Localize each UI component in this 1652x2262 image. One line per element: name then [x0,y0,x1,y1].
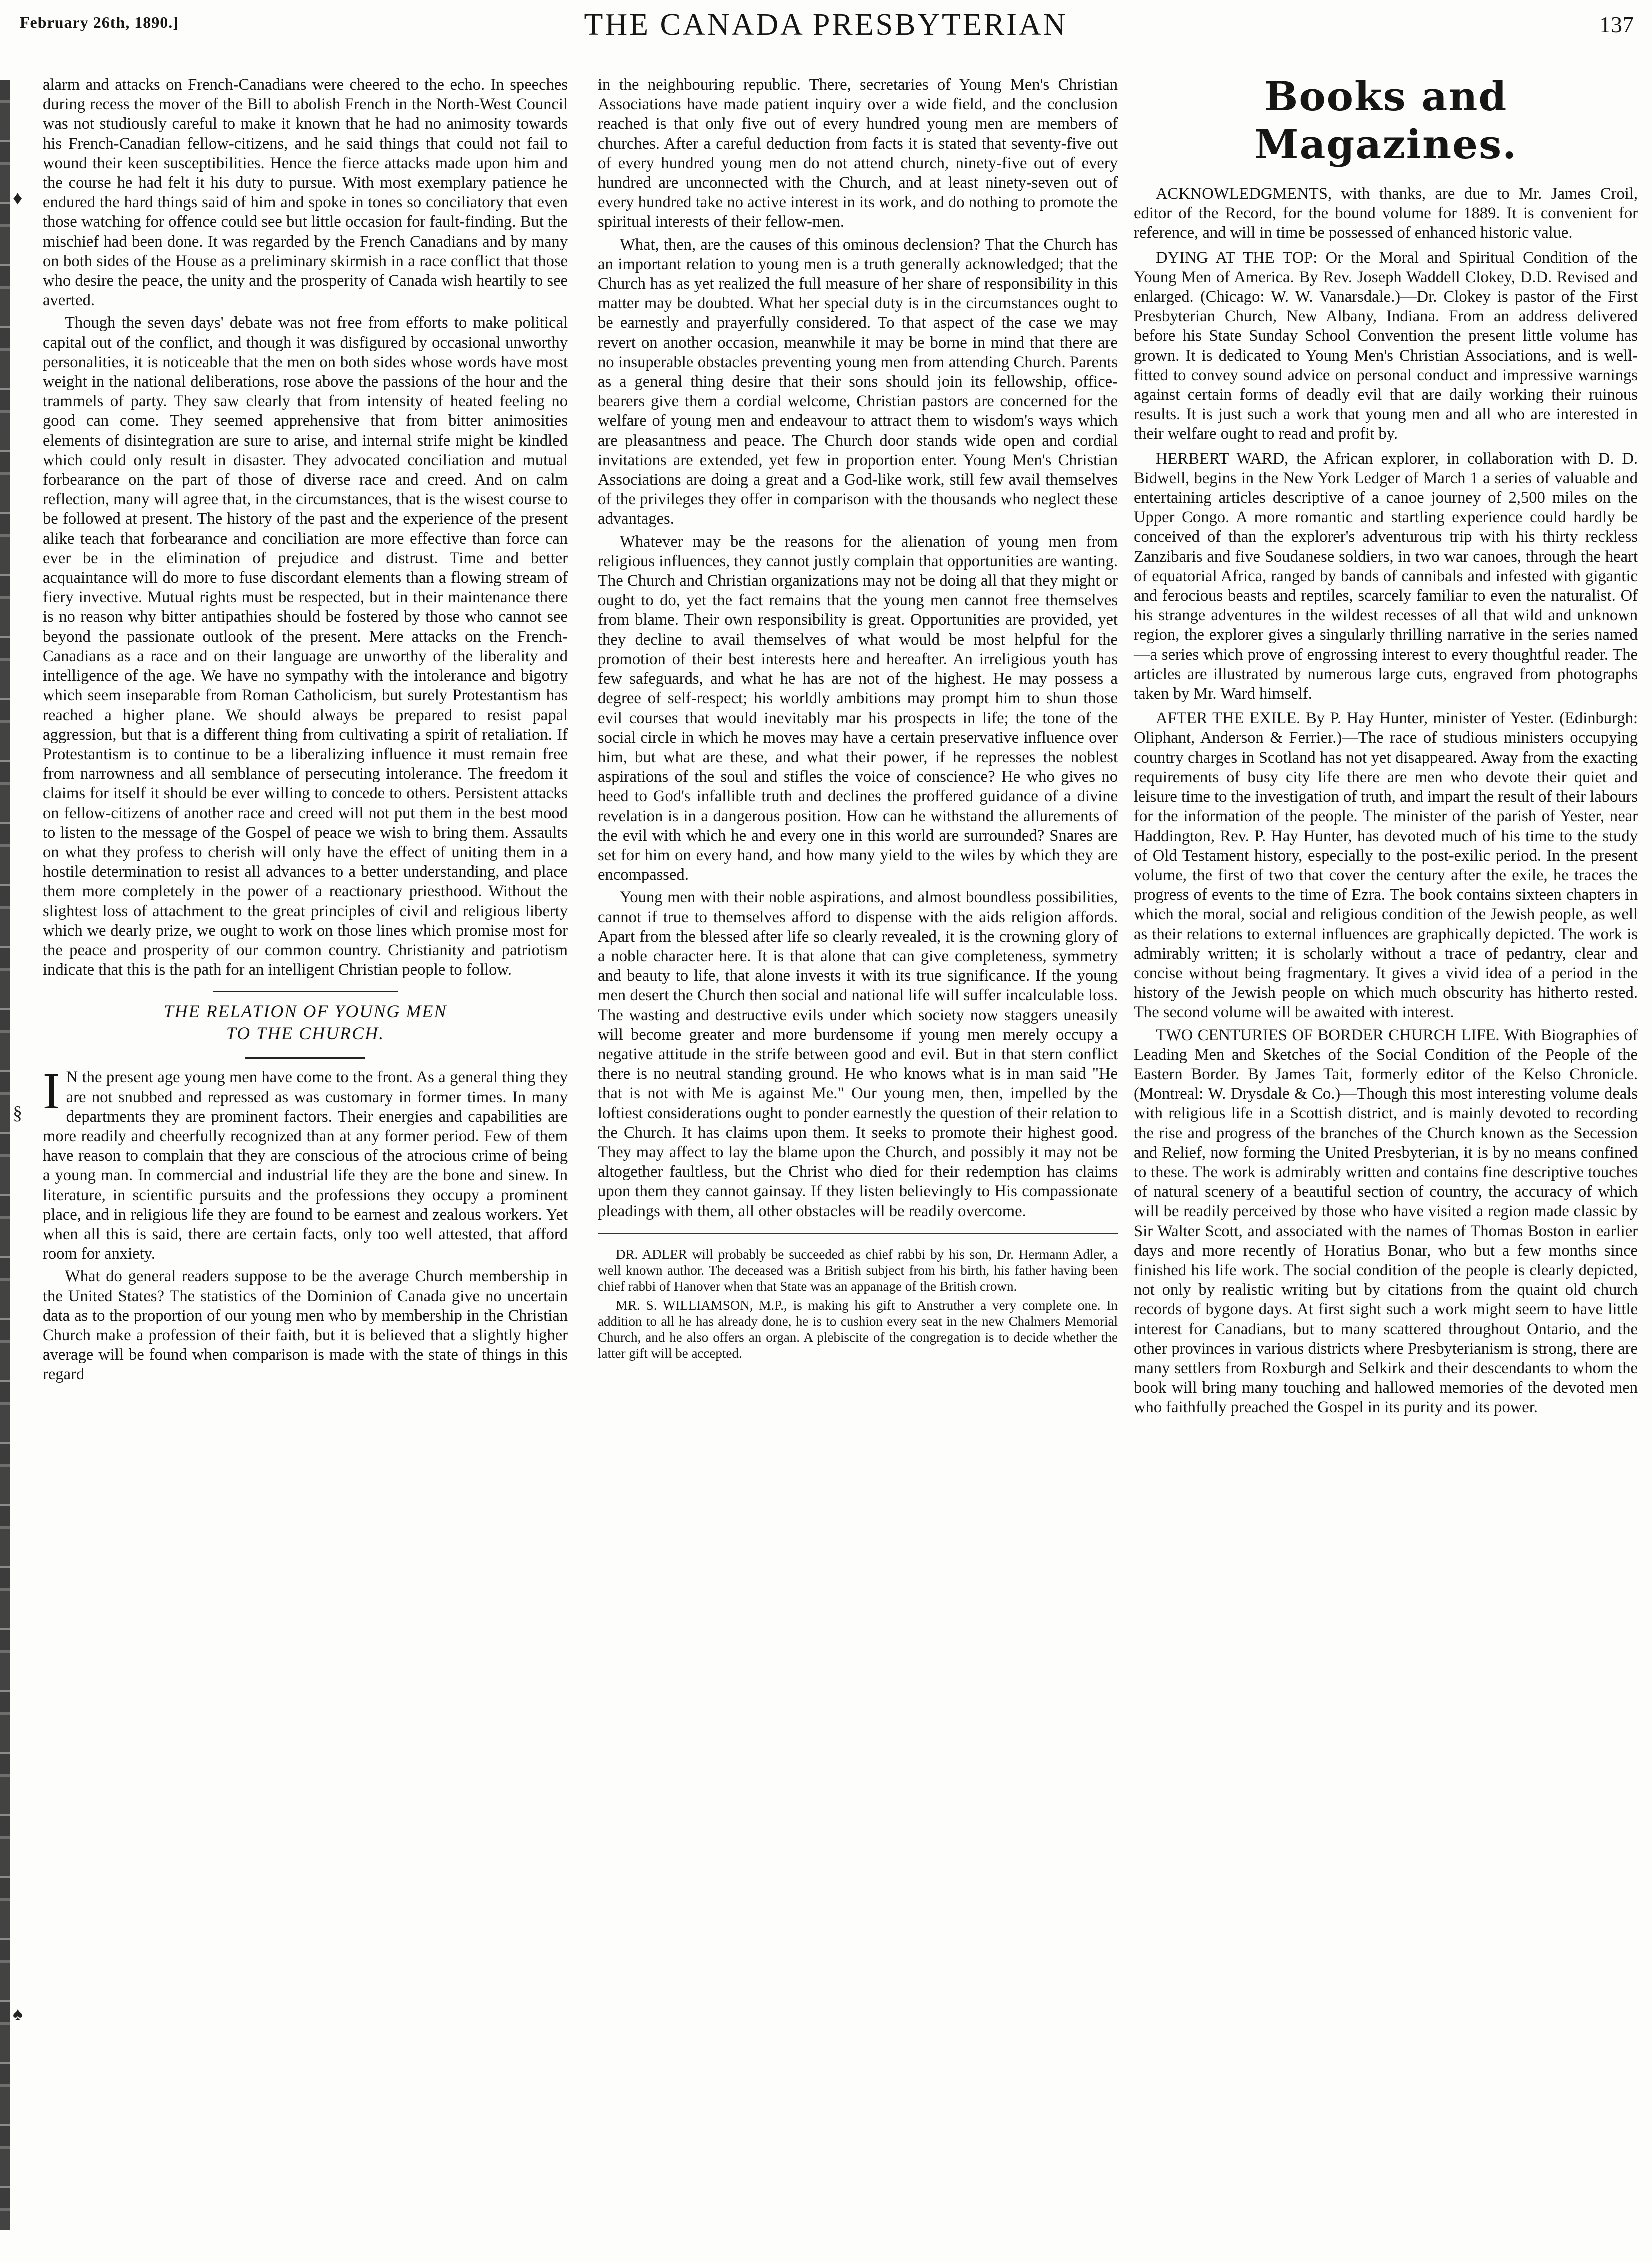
book-review: ACKNOWLEDGMENTS, with thanks, are due to Mr. James Croil, editor of the Record, for the bound volume for 1889. It is convenient for reference, and will in time be possessed of enhanced historic value. [1134,185,1638,242]
news-notes [598,1246,1118,1361]
drop-cap: I [43,1062,60,1120]
news-note: DR. ADLER will probably be succeeded as chief rabbi by his son, Dr. Hermann Adler, a well known author. The deceased was a British subject from his birth, his father having been chief rabbi of Hanover when that State was an appanage of the British crown. [598,1246,1118,1294]
paragraph: Whatever may be the reasons for the alienation of young men from religious influences, they cannot justly complain that opportunities are wanting. The Church and Christian organizations may not be doing all that they might or ought to do, yet the fact remains that the young men cannot free themselves from blame. Their own responsibility is great. Opportunities are provided, yet they decline to avail themselves of what would be most helpful for the promotion of their best interests here and hereafter. An irreligious youth has few safeguards, and what he has are not of the highest. He may possess a degree of self-respect; his worldly ambitions may prompt him to shun those evil courses that would inevitably mar his prospects in life; the tone of the social circle in which he moves may have a certain preservative influence over him, but what are these, and what their power, if he represses the noblest aspirations of the soul and stifles the voice of conscience? He who gives no heed to God's infallible truth and declines the proffered guidance of a divine revelation is in a dangerous position. How can he withstand the allurements of the evil with which he and every one in this world are surrounded? Snares are set for him on every hand, and how many yield to the wiles by which they are encompassed. [598,532,1118,884]
paragraph-text: N the present age young men have come to the front. As a general thing they are not snubbed and repressed as was customary in former times. In many departments they are prominent factors. Their energies and capabilities are more readily and cheerfully recognized than at any former period. Few of them have reason to complain that they are conscious of the atrocious crime of being a young man. In commercial and industrial life they are the bone and sinew. In literature, in scientific pursuits and the professions they occupy a prominent place, and in religious life they are found to be earnest and zealous workers. Yet when all this is said, there are certain facts, only too well attested, that afford room for anxiety. [43,1068,568,1263]
margin-mark: ♠ [13,2004,24,2025]
article-title-line: TO THE CHURCH. [226,1023,385,1044]
masthead-title: THE CANADA PRESBYTERIAN [584,8,1068,42]
paragraph: alarm and attacks on French-Canadians were cheered to the echo. In speeches during recess the mover of the Bill to abolish French in the North-West Council was not studiously careful to make it known that he had no animosity towards his French-Canadian fellow-citizens, and he said things that could not fail to wound their keen susceptibilities. Hence the fierce attacks made upon him and the course he had felt it his duty to pursue. With most exemplary patience he endured the hard things said of him and spoke in tones so conciliatory that even those watching for offence could see but little occasion for fault-finding. But the mischief had been done. It was regarded by the French Canadians and by many on both sides of the House as a preliminary skirmish in a race conflict that those who desire the peace, the unity and the prosperity of Canada wish heartily to see averted. [43,76,568,310]
section-heading: Books and Magazines. [1254,73,1518,168]
column-3 [1134,75,1638,1418]
paragraph [43,1062,568,1264]
binding-edge [0,80,10,2230]
news-note: MR. S. WILLIAMSON, M.P., is making his gift to Anstruther a very complete one. In addition to all he has already done, he is to cushion every seat in the new Chalmers Memorial Church, and he also offers an organ. A plebiscite of the congregation is to decide whether the latter gift will be accepted. [598,1297,1118,1361]
issue-date: February 26th, 1890.] [20,13,179,31]
column-1 [43,75,568,1385]
paragraph: in the neighbouring republic. There, secretaries of Young Men's Christian Associations have made patient inquiry over a wide field, and the conclusion reached is that only five out of every hundred young men are members of churches. After a careful deduction from facts it is stated that seventy-five out of every hundred young men do not attend church, ninety-five out of every hundred are unconnected with the Church, and at least ninety-seven out of every hundred take no active interest in its work, and do nothing to promote the spiritual interests of their fellow-men. [598,76,1118,231]
book-review: HERBERT WARD, the African explorer, in collaboration with D. D. Bidwell, begins in the New York Ledger of March 1 a series of valuable and entertaining articles descriptive of a canoe journey of 2,500 miles on the Upper Congo. A more romantic and startling experience could hardly be conceived of than the explorer's adventurous trip with his thirty reckless Zanzibaris and five Soudanese soldiers, in two war canoes, through the heart of equatorial Africa, ranged by bands of cannibals and infested with gigantic and ferocious beasts and reptiles, scarcely familiar to even the naturalist. Of his strange adventures in the wildest recesses of all that wild and unknown region, the explorer gives a singularly thrilling narrative in the series named—a series which prove of engrossing interest to every thoughtful reader. The articles are illustrated by numerous large cuts, engraved from photographs taken by Mr. Ward himself. [1134,449,1638,703]
section-rule [598,1233,1118,1234]
article-title-line: THE RELATION OF YOUNG MEN [164,1001,448,1022]
paragraph: What do general readers suppose to be the average Church membership in the United States? The statistics of the Dominion of Canada give no uncertain data as to the proportion of our young men who by membership in the Christian Church make a profession of their faith, but it is believed that a slightly higher average will be found when comparison is made with the state of things in this regard [43,1267,568,1384]
column-2 [598,75,1118,1361]
book-review: TWO CENTURIES OF BORDER CHURCH LIFE. With Biographies of Leading Men and Sketches of the Social Condition of the People of the Eastern Border. By James Tait, formerly editor of the Kelso Chronicle. (Montreal: W. Drysdale & Co.)—Though this most interesting volume deals with religious life in a Scottish district, and is mainly devoted to recording the rise and progress of the branches of the Church known as the Secession and Relief, now forming the United Presbyterian, it is by no means confined to these. The work is admirably written and contains fine descriptive touches of natural scenery of a beautiful section of country, the accuracy of which will be readily perceived by those who have visited a region made classic by Sir Walter Scott, and associated with the names of Thomas Boston in earlier days and more recently of Horatius Bonar, who but a few months since finished his life work. The social condition of the people is clearly depicted, not only by realistic writing but by citations from the quaint old church records of bygone days. At first sight such a work might seem to have little interest for Canadians, but to many scattered throughout Ontario, and the other provinces in various districts where Presbyterianism is strong, there are many settlers from Roxburgh and Selkirk and their descendants to whom the book will bring many touching and hallowed memories of the devoted men who faithfully preached the Gospel in its purity and its power. [1134,1026,1638,1417]
paragraph: What, then, are the causes of this ominous declension? That the Church has an important relation to young men is a truth generally acknowledged; that the Church has as yet realized the full measure of her share of responsibility in this matter may be doubted. What her special duty is in the circumstances ought to be earnestly and prayerfully considered. To that aspect of the case we may revert on another occasion, meanwhile it may be borne in mind that there are no insuperable obstacles preventing young men from attending Church. Parents as a general thing desire that their sons should join its fellowship, office-bearers give them a cordial welcome, Christian pastors are concerned for the welfare of young men and endeavour to attract them to wisdom's ways which are pleasantness and peace. The Church door stands wide open and cordial invitations are extended, yet few in proportion enter. Young Men's Christian Associations are doing a great and a God-like work, still few avail themselves of the privileges they offer in comparison with the thousands who neglect these advantages. [598,235,1118,528]
paragraph: Young men with their noble aspirations, and almost boundless possibilities, cannot if true to themselves afford to dispense with the aids religion affords. Apart from the blessed after life so clearly revealed, it is the crowning glory of a noble character here. It is that alone that can give completeness, symmetry and beauty to life, that alone invests it with its true significance. If the young men desert the Church then social and national life will suffer incalculable loss. The wasting and destructive evils under which society now staggers uneasily will become greater and more burdensome if young men merely occupy a negative attitude in the strife between good and evil. But in that stern conflict there is no neutral standing ground. He who knows what is in man said "He that is not with Me is against Me." Our young men, then, impelled by the loftiest considerations ought to ponder earnestly the question of their relation to the Church. It has claims upon them. It seeks to promote their highest good. They may affect to lay the blame upon the Church, and possibly it may not be altogether faultless, but the Christ who died for their redemption has claims upon them they cannot gainsay. If they listen believingly to His compassionate pleadings with them, all other obstacles will be readily overcome. [598,888,1118,1220]
section-rule [246,1057,366,1059]
page-number: 137 [1600,12,1634,37]
article-title [43,1000,568,1044]
margin-mark: ♦ [13,188,23,209]
margin-mark: § [13,1103,22,1124]
section-rule [213,991,398,992]
paragraph: Though the seven days' debate was not free from efforts to make political capital out of the conflict, and though it was disfigured by occasional unworthy personalities, it is noticeable that the men on both sides whose words have most weight in the national deliberations, rose above the passions of the hour and the trammels of party. They saw clearly that from intensity of heated feeling no good can come. They seemed apprehensive that from bitter animosities elements of disintegration are sure to arise, and internal strife might be kindled which could only result in disaster. They advocated conciliation and mutual forbearance on the part of those of diverse race and creed. And on calm reflection, many will agree that, in the circumstances, that is the wisest course to be followed at present. The history of the past and the experience of the present alike teach that forbearance and conciliation are more effective than force can ever be in the elimination of prejudice and distrust. Time and better acquaintance will do more to fuse discordant elements than a flowing stream of fiery invective. Mutual rights must be respected, but in their maintenance there is no reason why bitter antipathies should be fostered by those who cannot see beyond the passionate outlook of the present. Mere attacks on the French-Canadians as a race and on their language are unworthy of the liberality and intelligence of the age. We have no sympathy with the intolerance and bigotry which seem inseparable from Roman Catholicism, but surely Protestantism has reached a higher plane. We should always be prepared to resist papal aggression, but that is a different thing from cultivating a spirit of retaliation. If Protestantism is to continue to be a liberalizing influence it must remain free from narrowness and all semblance of persecuting intolerance. The freedom it claims for itself it should be ever willing to concede to others. Persistent attacks on fellow-citizens of another race and creed will not put them in the best mood to listen to the message of the Gospel of peace we wish to bring them. Assaults on what they profess to cherish will only have the effect of uniting them in a hostile determination to resist all advances to a better understanding, and place them more completely in the power of a reactionary priesthood. Without the slightest loss of attachment to the great principles of civil and religious liberty which we dearly prize, we ought to work on those lines which promise most for the peace and prosperity of our common country. Christianity and patriotism indicate that this is the path for an intelligent Christian people to follow. [43,314,568,979]
book-review: AFTER THE EXILE. By P. Hay Hunter, minister of Yester. (Edinburgh: Oliphant, Anderson & Ferrier.)—The race of studious ministers occupying country charges in Scotland has not yet disappeared. Away from the exacting requirements of busy city life there are men who devote their quiet and leisure time to the investigation of truth, and impart the result of their labours for the information of the people. The minister of the parish of Yester, near Haddington, Rev. P. Hay Hunter, has devoted much of his time to the study of Old Testament history, especially to the post-exilic period. In the present volume, the first of two that cover the century after the exile, he traces the progress of events to the time of Ezra. The book contains sixteen chapters in which the moral, social and religious condition of the Jewish people, as well as their relations to external influences are graphically depicted. The work is admirably written; it is scholarly without a trace of pedantry, clear and concise without being fragmentary. It gives a vivid idea of a period in the history of the Jewish people on which much obscurity has hitherto rested. The second volume will be awaited with interest. [1134,709,1638,1022]
book-review: DYING AT THE TOP: Or the Moral and Spiritual Condition of the Young Men of America. By Rev. Joseph Waddell Clokey, D.D. Revised and enlarged. (Chicago: W. W. Vanarsdale.)—Dr. Clokey is pastor of the First Presbyterian Church, New Albany, Indiana. From an address delivered before his State Sunday School Convention the present little volume has grown. It is dedicated to Young Men's Christian Associations, and is well-fitted to convey sound advice on personal conduct and impressive warnings against certain forms of deadly evil that are daily working their ruinous results. It is just such a work that young men and all who are interested in their welfare ought to read and profit by. [1134,248,1638,443]
